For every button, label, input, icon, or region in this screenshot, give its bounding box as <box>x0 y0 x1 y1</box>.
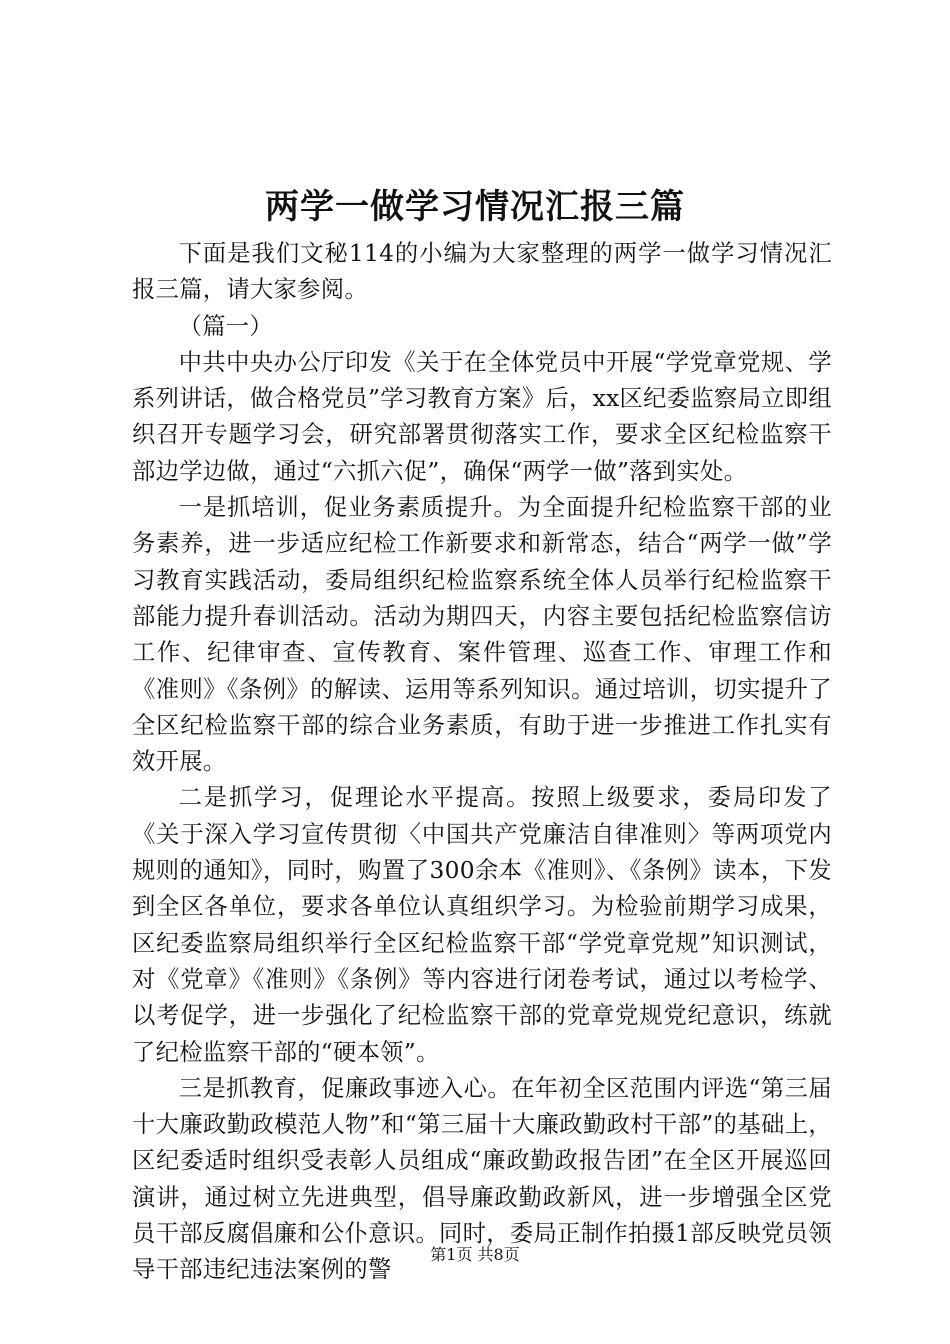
document-body <box>132 236 832 1289</box>
body-paragraph: 二是抓学习，促理论水平提高。按照上级要求，委局印发了《关于深入学习宣传贯彻〈中国共产党廉洁自律准则〉等两项党内规则的通知》，同时，购置了300余本《准则》、《条例》读本，下发到全区各单位，要求各单位认真组织学习。为检验前期学习成果，区纪委监察局组织举行全区纪检监察干部“学党章党规”知识测试，对《党章》《准则》《条例》等内容进行闭卷考试，通过以考检学、以考促学，进一步强化了纪检监察干部的党章党规党纪意识，练就了纪检监察干部的“硬本领”。 <box>132 784 832 1066</box>
document-title: 两学一做学习情况汇报三篇 <box>265 187 685 227</box>
body-paragraph: 一是抓培训，促业务素质提升。为全面提升纪检监察干部的业务素养，进一步适应纪检工作新要求和新常态，结合“两学一做”学习教育实践活动，委局组织纪检监察系统全体人员举行纪检监察干部能力提升春训活动。活动为期四天，内容主要包括纪检监察信访工作、纪律审查、宣传教育、案件管理、巡查工作、审理工作和《准则》《条例》的解读、运用等系列知识。通过培训，切实提升了全区纪检监察干部的综合业务素质，有助于进一步推进工作扎实有效开展。 <box>132 494 832 776</box>
body-paragraph: 三是抓教育，促廉政事迹入心。在年初全区范围内评选“第三届十大廉政勤政模范人物”和“第三届十大廉政勤政村干部”的基础上，区纪委适时组织受表彰人员组成“廉政勤政报告团”在全区开展巡回演讲，通过树立先进典型，倡导廉政勤政新风，进一步增强全区党员干部反腐倡廉和公仆意识。同时，委局正制作拍摄1部反映党员领导干部违纪违法案例的警 <box>132 1074 832 1284</box>
section-heading-part-one: （篇一） <box>178 312 273 340</box>
intro-paragraph: 下面是我们文秘114的小编为大家整理的两学一做学习情况汇报三篇，请大家参阅。 <box>132 240 832 304</box>
body-paragraph: 中共中央办公厅印发《关于在全体党员中开展“学党章党规、学系列讲话，做合格党员”学习教育方案》后，xx区纪委监察局立即组织召开专题学习会，研究部署贯彻落实工作，要求全区纪检监察干部边学边做，通过“六抓六促”，确保“两学一做”落到实处。 <box>132 348 832 485</box>
page-number-footer: 第1页 共8页 <box>430 1245 520 1264</box>
